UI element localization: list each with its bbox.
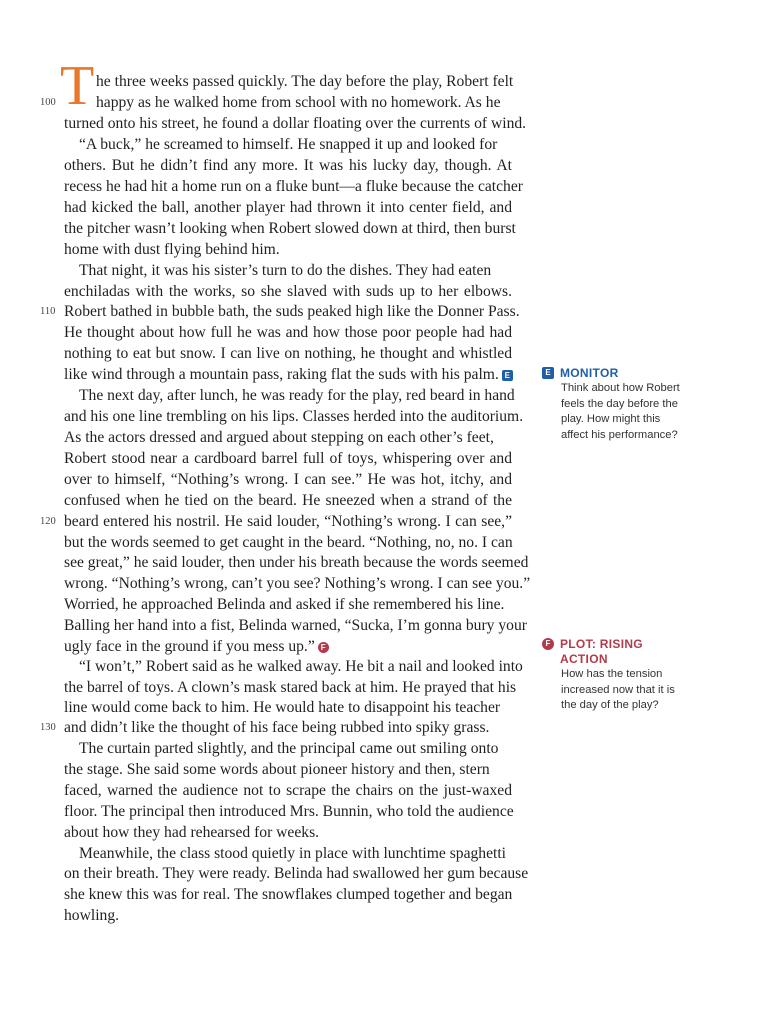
note-header [542, 637, 712, 667]
text-line: the stage. She said some words about pioneer history and then, stern [64, 761, 490, 778]
text-line: she knew this was for real. The snowflakes clumped together and began [64, 886, 513, 903]
text-line: wrong. “Nothing’s wrong, can’t you see? Nothing’s wrong. I can see you.” [64, 575, 531, 592]
line-number: 100 [40, 97, 56, 108]
line-number: 110 [40, 306, 56, 317]
text-line: Robert bathed in bubble bath, the suds peaked high like the Donner Pass. [64, 303, 520, 320]
note-title: PLOT: RISING ACTION [560, 637, 643, 666]
note-header [542, 366, 712, 381]
text-line: Worried, he approached Belinda and asked if she remembered his line. [64, 596, 505, 613]
text-line: had kicked the ball, another player had thrown it into center field, and [64, 199, 512, 216]
text-line: Balling her hand into a fist, Belinda warned, “Sucka, I’m gonna bury your [64, 617, 527, 634]
marker-f-icon: F [542, 638, 554, 650]
sidebar-note-plot [542, 637, 712, 714]
text-line: the barrel of toys. A clown’s mask stared back at him. He prayed that his [64, 679, 517, 696]
text-line: howling. [64, 907, 120, 924]
text-line: “I won’t,” Robert said as he walked away. He bit a nail and looked into [79, 658, 523, 675]
text-line: That night, it was his sister’s turn to do the dishes. They had eaten [79, 262, 492, 279]
line-number: 130 [40, 722, 56, 733]
text-line: over to himself, “Nothing’s wrong. I can see.” He was hot, itchy, and [64, 471, 512, 488]
note-title: MONITOR [560, 366, 619, 380]
text-line: others. But he didn’t find any more. It was his lucky day, though. At [64, 157, 512, 174]
marker-e-icon: E [542, 367, 554, 379]
text-line: recess he had hit a home run on a fluke bunt—a fluke because the catcher [64, 178, 523, 195]
text-line: see great,” he said louder, then under his breath because the words seemed [64, 554, 529, 571]
sidebar-note-monitor [542, 366, 712, 443]
text-line: home with dust flying behind him. [64, 241, 280, 258]
text-line: enchiladas with the works, so she slaved with suds up to her elbows. [64, 283, 512, 300]
note-body: How has the tension increased now that it is the day of the play? [561, 668, 675, 712]
text-line: about how they had rehearsed for weeks. [64, 824, 320, 841]
line-number: 120 [40, 516, 56, 527]
note-body: Think about how Robert feels the day before the play. How might this affect his performance? [561, 382, 680, 441]
text-line: ugly face in the ground if you mess up.” [64, 638, 315, 655]
marker-f-badge: F [318, 642, 329, 653]
text-line: on their breath. They were ready. Belinda had swallowed her gum because [64, 865, 529, 882]
text-line: he three weeks passed quickly. The day before the play, Robert felt [96, 73, 514, 90]
text-line: like wind through a mountain pass, raking flat the suds with his palm. [64, 366, 499, 383]
text-line-with-marker [64, 636, 512, 657]
text-line: faced, warned the audience not to scrape the chairs on the just-waxed [64, 782, 512, 799]
text-line: Robert stood near a cardboard barrel full of toys, whispering over and [64, 450, 512, 467]
text-line: and his one line trembling on his lips. Classes herded into the auditorium. [64, 408, 524, 425]
text-line: and didn’t like the thought of his face being rubbed into spiky grass. [64, 719, 490, 736]
text-line: He thought about how full he was and how those poor people had had [64, 324, 512, 341]
text-line: As the actors dressed and argued about stepping on each other’s feet, [64, 429, 494, 446]
text-line: line would come back to him. He would hate to disappoint his teacher [64, 699, 501, 716]
text-line: The curtain parted slightly, and the principal came out smiling onto [79, 740, 499, 757]
text-line: turned onto his street, he found a dollar floating over the currents of wind. [64, 115, 527, 132]
text-line: happy as he walked home from school with no homework. As he [96, 94, 501, 111]
text-line: but the words seemed to get caught in the beard. “Nothing, no, no. I can [64, 534, 513, 551]
marker-e-badge: E [502, 370, 513, 381]
text-line: floor. The principal then introduced Mrs. Bunnin, who told the audience [64, 803, 514, 820]
text-line: nothing to eat but snow. I can live on nothing, he thought and whistled [64, 345, 512, 362]
text-line-with-marker [64, 364, 512, 385]
text-line: “A buck,” he screamed to himself. He snapped it up and looked for [79, 136, 498, 153]
text-line: beard entered his nostril. He said louder, “Nothing’s wrong. I can see,” [64, 513, 512, 530]
dropcap: T [60, 55, 95, 117]
text-line: The next day, after lunch, he was ready for the play, red beard in hand [79, 387, 515, 404]
text-line: confused when he tied on the beard. He sneezed when a strand of the [64, 492, 512, 509]
text-line: the pitcher wasn’t looking when Robert slowed down at third, then burst [64, 220, 516, 237]
text-line: Meanwhile, the class stood quietly in place with lunchtime spaghetti [79, 845, 507, 862]
